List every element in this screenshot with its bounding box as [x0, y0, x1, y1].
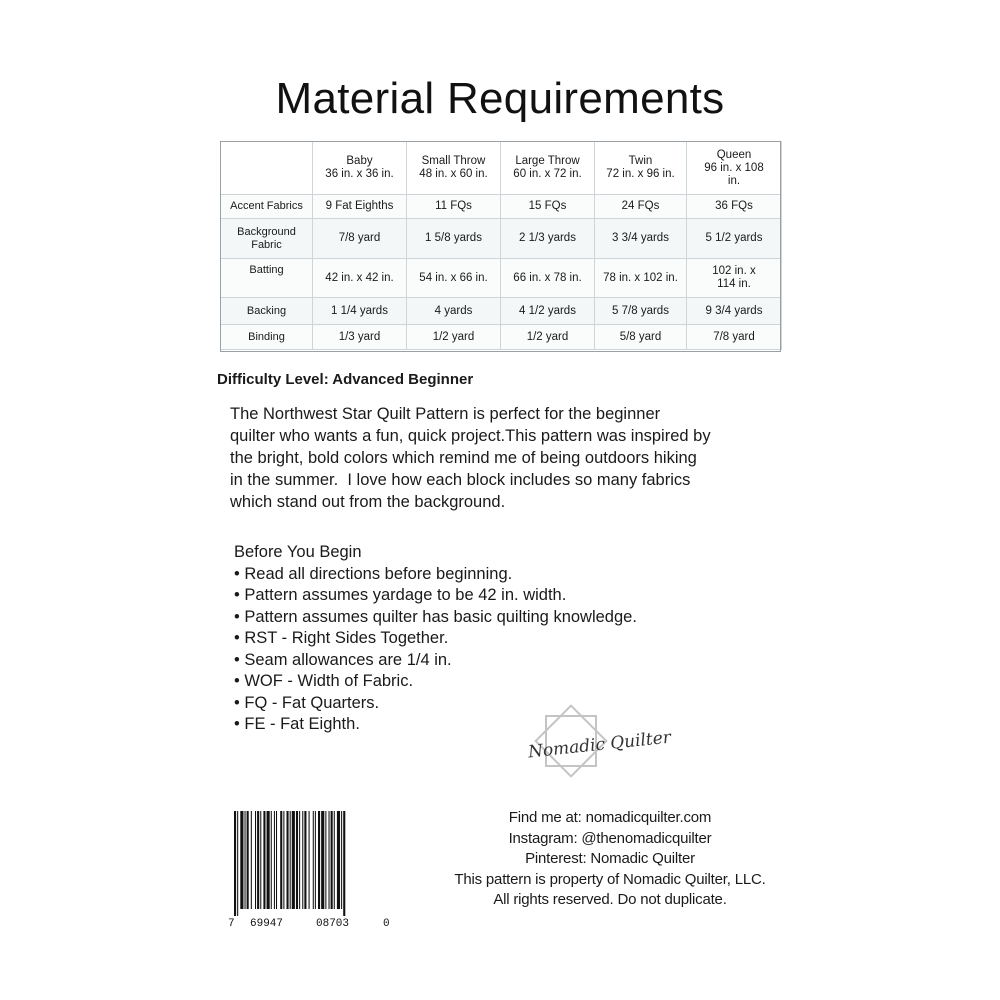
row-header: Binding [221, 325, 313, 350]
column-header: Large Throw 60 in. x 72 in. [501, 142, 595, 195]
row-header: Accent Fabrics [221, 195, 313, 219]
table-cell: 102 in. x 114 in. [687, 259, 782, 298]
table-cell: 54 in. x 66 in. [407, 259, 501, 298]
table-cell: 5 7/8 yards [595, 298, 687, 325]
section-heading: Before You Begin [234, 543, 362, 561]
intro-line: the bright, bold colors which remind me of being outdoors hiking [230, 449, 697, 467]
difficulty-level: Difficulty Level: Advanced Beginner [217, 371, 474, 388]
list-item: • FQ - Fat Quarters. [234, 693, 380, 712]
logo-wordmark: Nomadic Quilter [528, 727, 672, 763]
list-item: • Seam allowances are 1/4 in. [234, 650, 452, 669]
page-title: Material Requirements [275, 74, 725, 123]
table-cell: 78 in. x 102 in. [595, 259, 687, 298]
table-cell: 9 3/4 yards [687, 298, 782, 325]
table-cell: 4 1/2 yards [501, 298, 595, 325]
list-item: • Pattern assumes yardage to be 42 in. width. [234, 586, 567, 604]
row-header: Background Fabric [221, 219, 313, 259]
table-cell: 66 in. x 78 in. [501, 259, 595, 298]
barcode-digits: 08703 [316, 918, 350, 930]
table-row [221, 298, 782, 325]
intro-line: The Northwest Star Quilt Pattern is perfect for the beginner [230, 405, 661, 423]
column-header: Queen 96 in. x 108 in. [687, 142, 782, 195]
barcode-digits: 7 [228, 918, 235, 930]
table-cell: 7/8 yard [313, 219, 407, 259]
table-cell: 5/8 yard [595, 325, 687, 350]
table-cell: 11 FQs [407, 195, 501, 219]
star-frame-icon [528, 698, 678, 798]
rights-line: All rights reserved. Do not duplicate. [493, 891, 727, 909]
barcode-digits: 0 [383, 918, 390, 930]
nomadic-quilter-logo [528, 698, 678, 798]
table-cell: 1 1/4 yards [313, 298, 407, 325]
corner-cell [221, 142, 313, 195]
list-item: • Pattern assumes quilter has basic quilting knowledge. [234, 607, 637, 626]
list-item: • WOF - Width of Fabric. [234, 672, 414, 690]
table-cell: 15 FQs [501, 195, 595, 219]
table-cell: 2 1/3 yards [501, 219, 595, 259]
table-cell: 3 3/4 yards [595, 219, 687, 259]
table-cell: 1/3 yard [313, 325, 407, 350]
column-header: Small Throw 48 in. x 60 in. [407, 142, 501, 195]
list-item: • RST - Right Sides Together. [234, 629, 449, 647]
table-row [221, 325, 782, 350]
table-row [221, 259, 782, 298]
table-cell: 9 Fat Eighths [313, 195, 407, 219]
intro-paragraph [230, 403, 790, 513]
column-header: Twin 72 in. x 96 in. [595, 142, 687, 195]
intro-line: in the summer. I love how each block includes so many fabrics [230, 471, 691, 489]
table-cell: 1 5/8 yards [407, 219, 501, 259]
column-header: Baby 36 in. x 36 in. [313, 142, 407, 195]
table-cell: 1/2 yard [501, 325, 595, 350]
table-cell: 4 yards [407, 298, 501, 325]
barcode [228, 811, 392, 933]
website-line: Find me at: nomadicquilter.com [508, 809, 712, 826]
row-header: Backing [221, 298, 313, 325]
barcode-icon [234, 811, 386, 916]
table-cell: 7/8 yard [687, 325, 782, 350]
list-item: • FE - Fat Eighth. [234, 715, 360, 733]
material-requirements-table [220, 141, 782, 350]
row-header: Batting [221, 259, 313, 298]
intro-line: quilter who wants a fun, quick project.This pattern was inspired by [230, 427, 711, 445]
table-header-row [221, 142, 782, 195]
table-cell: 5 1/2 yards [687, 219, 782, 259]
barcode-digits: 69947 [250, 918, 284, 930]
instagram-line: Instagram: @thenomadicquilter [508, 829, 712, 847]
copyright-line: This pattern is property of Nomadic Quilter, LLC. [454, 870, 766, 888]
contact-info [420, 808, 800, 911]
table-cell: 1/2 yard [407, 325, 501, 350]
table-cell: 36 FQs [687, 195, 782, 219]
table-row [221, 219, 782, 259]
intro-line: which stand out from the background. [230, 493, 506, 511]
table-row [221, 195, 782, 219]
table-cell: 42 in. x 42 in. [313, 259, 407, 298]
table-cell: 24 FQs [595, 195, 687, 219]
pinterest-line: Pinterest: Nomadic Quilter [525, 850, 695, 868]
list-item: • Read all directions before beginning. [234, 564, 513, 583]
